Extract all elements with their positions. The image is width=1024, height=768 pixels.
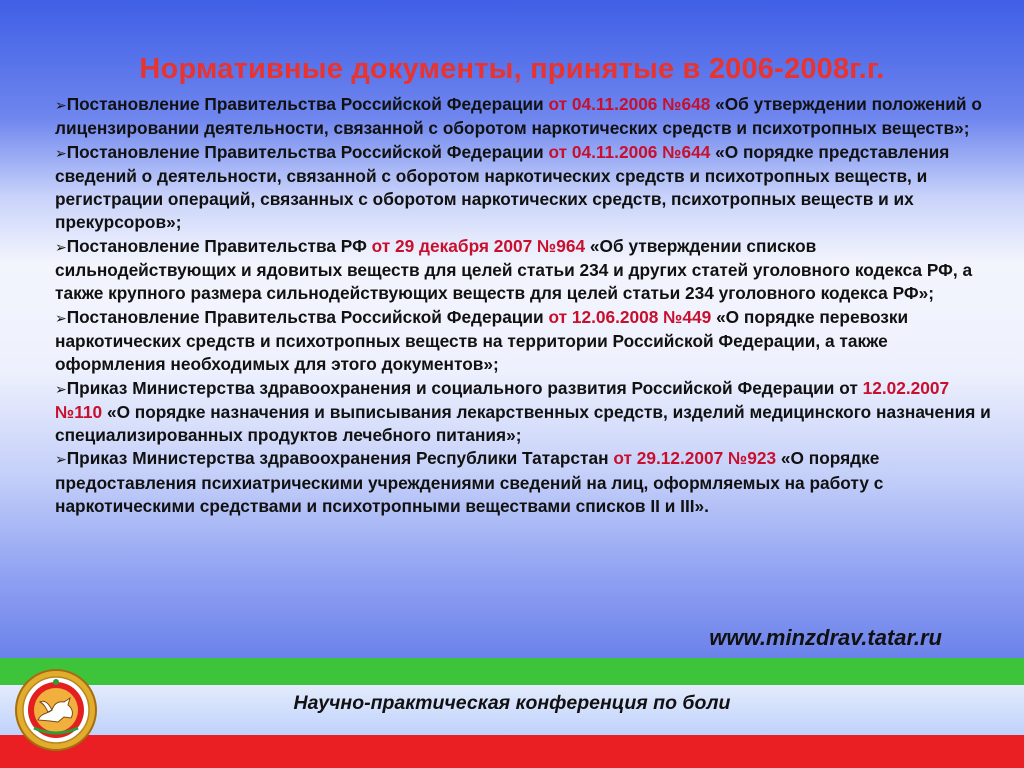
document-item xyxy=(55,306,1000,377)
document-reference: 12.02.2007 №110 xyxy=(55,377,950,422)
document-item xyxy=(55,377,1000,448)
website-link[interactable]: www.minzdrav.tatar.ru xyxy=(709,625,942,650)
arrow-bullet-icon: ➢ xyxy=(55,144,67,161)
document-item xyxy=(55,235,1000,306)
arrow-bullet-icon: ➢ xyxy=(55,309,67,326)
documents-list xyxy=(55,93,1000,518)
document-prefix: Постановление Правительства Российской Федерации xyxy=(66,306,549,327)
arrow-bullet-icon: ➢ xyxy=(55,97,67,113)
document-reference: от 29 декабря 2007 №964 xyxy=(371,235,586,256)
document-text: «О порядке назначения и выписывания лекарственных средств, изделий медицинского назначения и специализированных продуктов лечебного питания»; xyxy=(55,401,991,446)
document-text: «Об утверждении положений о лицензировании деятельности, связанной с оборотом наркотических средств и психотропных веществ»; xyxy=(55,94,982,139)
document-text: «О порядке перевозки наркотических средств и психотропных веществ на территории Российской Федерации, а также оформления необходимых для этого документов»; xyxy=(55,306,909,375)
document-text: «Об утверждении списков сильнодействующих и ядовитых веществ для целей статьи 234 и других статей уголовного кодекса РФ, а также крупного размера сильнодействующих веществ для целей статьи 234 уголовного кодекса РФ»; xyxy=(55,235,973,304)
arrow-bullet-icon: ➢ xyxy=(55,238,67,255)
document-item xyxy=(55,93,1000,141)
arrow-bullet-icon: ➢ xyxy=(55,380,67,397)
document-prefix: Постановление Правительства Российской Федерации xyxy=(66,141,549,162)
document-item xyxy=(55,141,1000,235)
conference-caption: Научно-практическая конференция по боли xyxy=(293,692,731,714)
document-reference: от 29.12.2007 №923 xyxy=(613,448,777,469)
document-reference: от 04.11.2006 №648 xyxy=(548,94,711,114)
footer-band-red xyxy=(0,735,1024,768)
document-reference: от 04.11.2006 №644 xyxy=(548,141,711,162)
document-item xyxy=(55,447,1000,518)
arrow-bullet-icon: ➢ xyxy=(55,451,67,468)
tatarstan-emblem-icon xyxy=(14,668,98,752)
document-text: «О порядке предоставления психиатрическими учреждениями сведений на лиц, оформляемых на работу с наркотическими средствами и психотропными веществами списков II и III». xyxy=(55,448,884,517)
document-prefix: Приказ Министерства здравоохранения и социального развития Российской Федерации от xyxy=(66,377,863,398)
document-prefix: Постановление Правительства Российской Федерации xyxy=(66,94,549,114)
document-prefix: Приказ Министерства здравоохранения Республики Татарстан xyxy=(66,448,614,469)
document-prefix: Постановление Правительства РФ xyxy=(66,235,372,256)
document-text: «О порядке представления сведений о деятельности, связанной с оборотом наркотических средств и психотропных веществ, и регистрации операций, связанных с оборотом наркотических средств, психотропных веществ и их прекурсоров»; xyxy=(55,141,950,233)
document-reference: от 12.06.2008 №449 xyxy=(548,306,712,327)
slide-title: Нормативные документы, принятые в 2006-2008г.г. xyxy=(139,53,885,85)
footer-band-green xyxy=(0,658,1024,685)
